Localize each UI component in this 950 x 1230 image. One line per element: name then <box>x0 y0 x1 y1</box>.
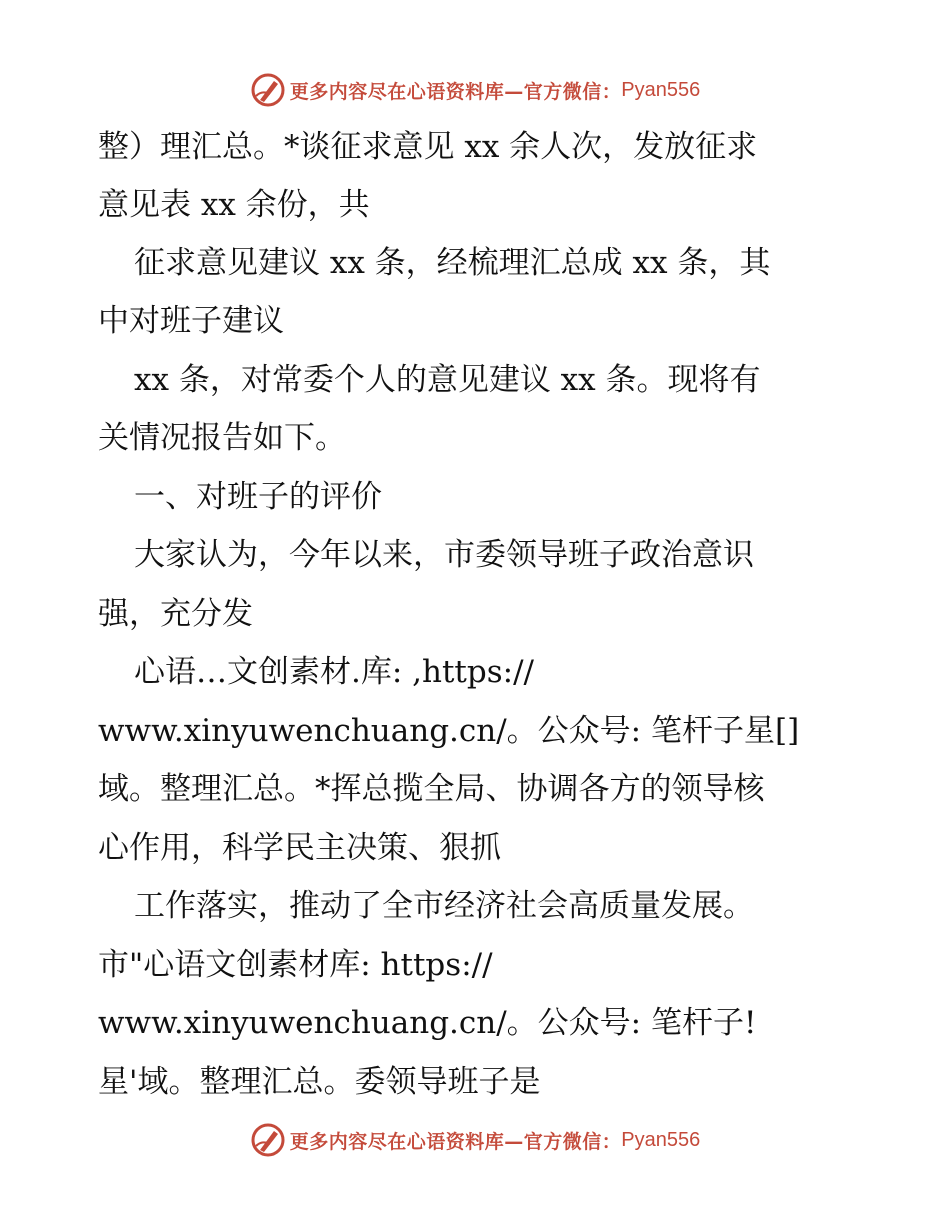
text-line: xx 条，对常委个人的意见建议 xx 条。现将有 <box>134 362 761 398</box>
text-line: 星'域。整理汇总。委领导班子是 <box>98 1064 541 1100</box>
header-banner[interactable] <box>0 70 950 110</box>
quill-pen-logo-icon <box>250 1122 286 1158</box>
text-line: 工作落实，推动了全市经济社会高质量发展。 <box>134 888 754 924</box>
banner-wechat-id: Pyan556 <box>621 1128 701 1151</box>
text-line: 关情况报告如下。 <box>98 420 346 456</box>
text-line: 市"心语文创素材库: https:// <box>98 947 493 983</box>
banner-wechat-id: Pyan556 <box>621 78 701 101</box>
text-line: 强，充分发 <box>98 596 253 632</box>
quill-pen-logo-icon <box>250 72 286 108</box>
text-line: 征求意见建议 xx 条，经梳理汇总成 xx 条，其 <box>134 245 771 281</box>
text-line: 大家认为，今年以来，市委领导班子政治意识 <box>134 537 754 573</box>
text-line: 意见表 xx 余份，共 <box>98 187 370 223</box>
text-line: 心作用，科学民主决策、狠抓 <box>98 830 501 866</box>
text-line: www.xinyuwenchuang.cn/。公众号: 笔杆子! <box>98 1005 757 1041</box>
section-heading: 一、对班子的评价 <box>134 479 382 515</box>
banner-text: 更多内容尽在心语资料库—官方微信： <box>289 1130 622 1153</box>
banner-text: 更多内容尽在心语资料库—官方微信： <box>289 80 622 103</box>
text-line: 中对班子建议 <box>98 303 284 339</box>
text-line: 整）理汇总。*谈征求意见 xx 余人次，发放征求 <box>98 129 758 165</box>
text-line: www.xinyuwenchuang.cn/。公众号: 笔杆子星[] <box>98 713 800 749</box>
text-line: 域。整理汇总。*挥总揽全局、协调各方的领导核 <box>98 771 765 807</box>
footer-banner[interactable] <box>0 1120 950 1160</box>
text-line: 心语…文创素材.库: ,https:// <box>134 654 534 690</box>
